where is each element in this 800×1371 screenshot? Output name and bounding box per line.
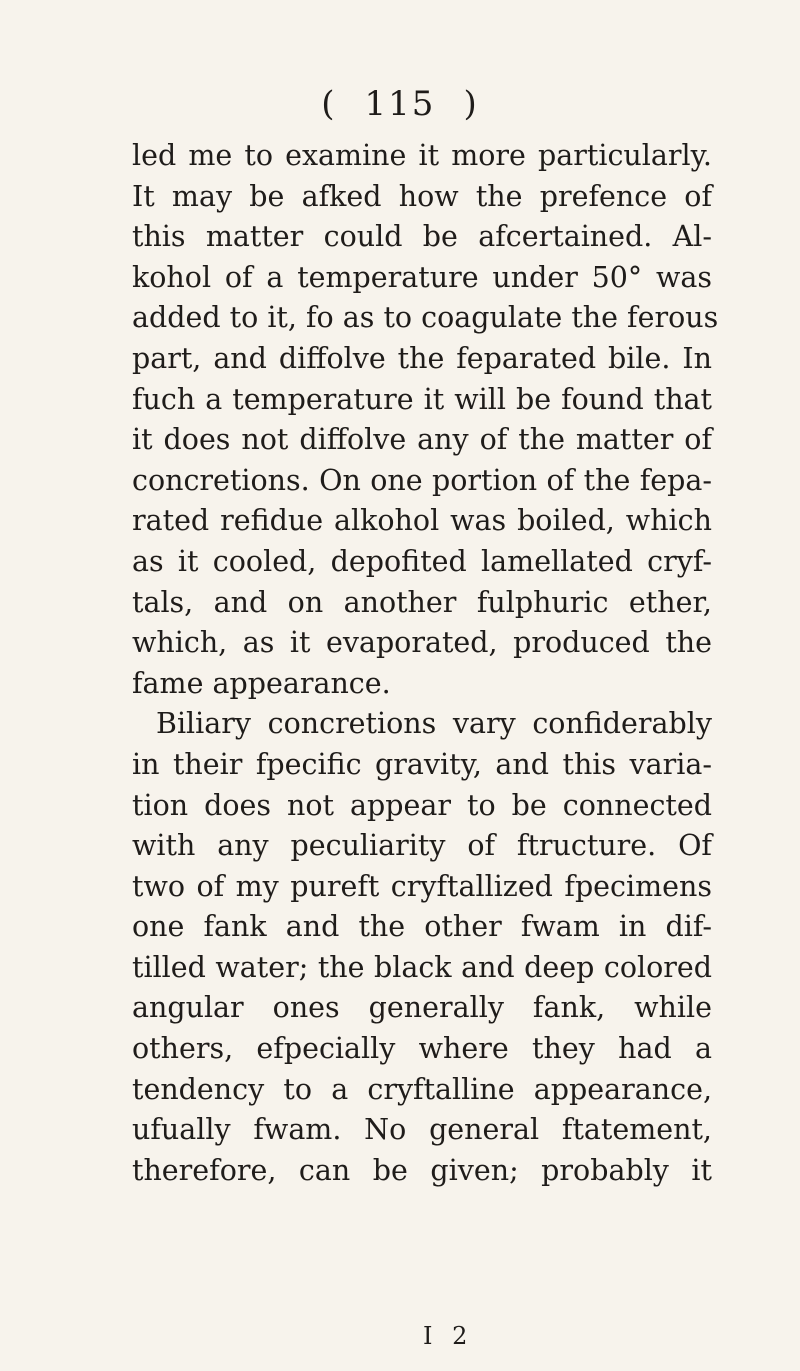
text-line: tendency to a cryftalline appearance, (132, 1072, 712, 1106)
text-line: fuch a temperature it will be found that (132, 382, 712, 416)
text-line: fame appearance. (132, 666, 391, 700)
body-text (132, 136, 719, 1191)
text-line: it does not diffolve any of the matter of (132, 423, 712, 457)
text-line: angular ones generally fank, while (132, 991, 712, 1025)
close-parenthesis: ) (463, 84, 479, 124)
text-line: one fank and the other fwam in dif- (132, 910, 712, 944)
text-line: others, efpecially where they had a (132, 1032, 712, 1066)
text-line: It may be afked how the prefence of (132, 179, 712, 213)
text-line: as it cooled, depofited lamellated cryf- (132, 544, 712, 578)
text-line: concretions. On one portion of the fepa- (132, 463, 712, 497)
page-number: 115 (364, 84, 436, 124)
text-line: ufually fwam. No general ftatement, (132, 1113, 712, 1147)
signature-mark: I 2 (423, 1322, 474, 1350)
text-line: added to it, fo as to coagulate the ferous (132, 301, 719, 335)
text-line: led me to examine it more particularly. (132, 139, 712, 172)
text-line: two of my pureft cryftallized fpecimens (132, 869, 712, 903)
text-line: part, and diffolve the feparated bile. In (132, 341, 712, 375)
text-line: tion does not appear to be connected (132, 788, 712, 822)
text-line: therefore, can be given; probably it (132, 1153, 712, 1187)
open-parenthesis: ( (321, 84, 337, 124)
text-line: this matter could be afcertained. Al- (132, 220, 712, 254)
text-line: in their fpecific gravity, and this varia- (132, 747, 712, 781)
text-line: Biliary concretions vary confiderably (156, 707, 712, 741)
text-line: tilled water; the black and deep colored (132, 950, 712, 984)
page-header (0, 84, 800, 124)
text-line: kohol of a temperature under 50° was (132, 260, 712, 294)
text-line: tals, and on another fulphuric ether, (132, 585, 712, 619)
text-line: with any peculiarity of ftructure. Of (132, 829, 712, 863)
text-line: rated refidue alkohol was boiled, which (132, 504, 712, 538)
text-line: which, as it evaporated, produced the (132, 626, 712, 660)
